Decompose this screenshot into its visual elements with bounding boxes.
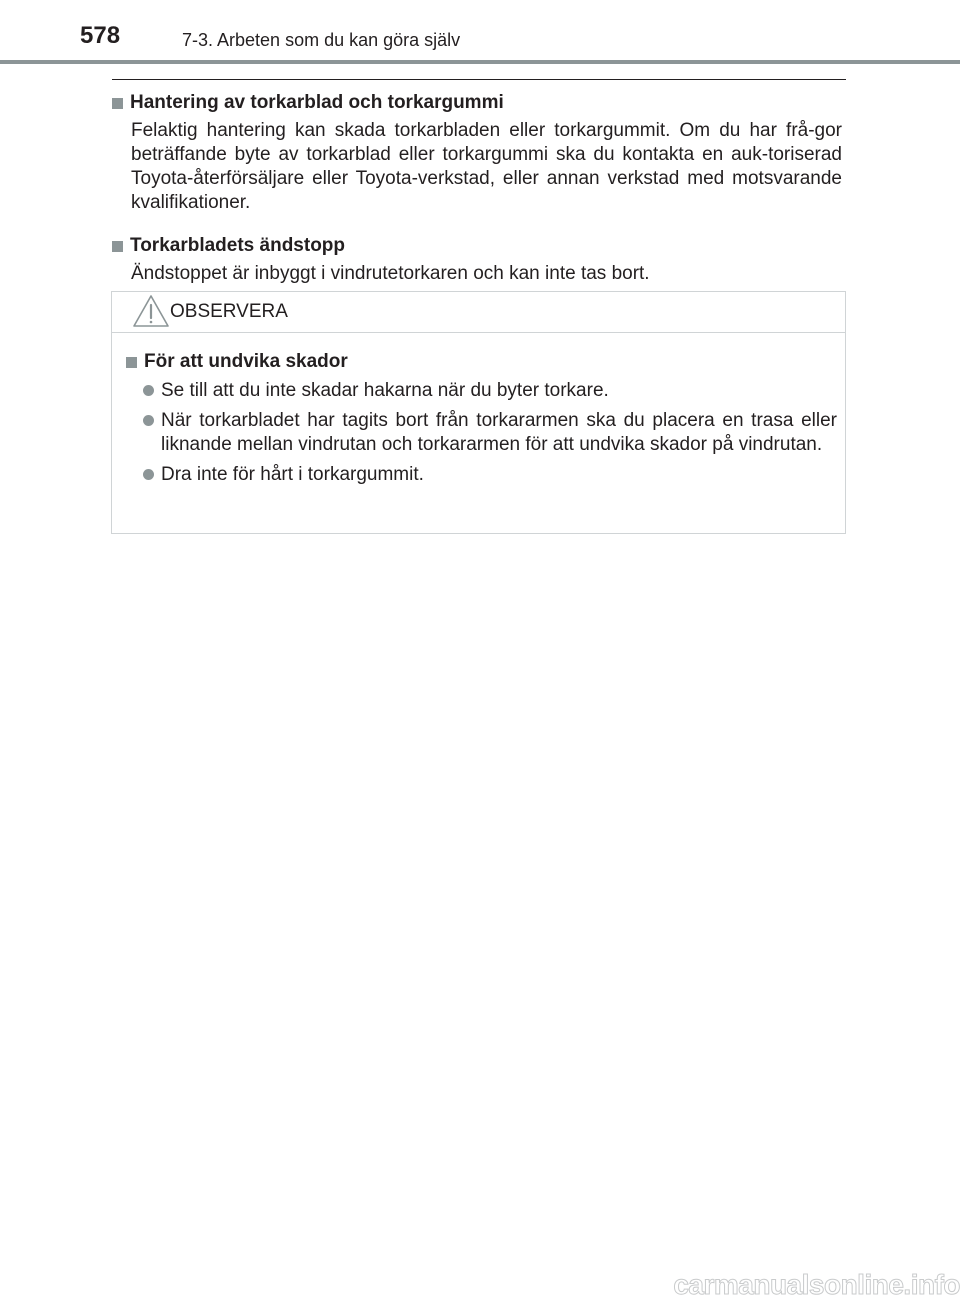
watermark-text: carmanualsonline.info — [673, 1269, 960, 1300]
chapter-title: 7-3. Arbeten som du kan göra själv — [182, 30, 461, 50]
list-item — [126, 379, 837, 403]
notice-header — [112, 292, 845, 333]
section-body: Ändstoppet är inbyggt i vindrutetorkaren och kan inte tas bort. — [131, 263, 650, 284]
list-item — [126, 463, 837, 487]
square-bullet-icon — [112, 98, 123, 109]
section-heading — [112, 91, 842, 115]
section-heading-text: Torkarbladets ändstopp — [130, 235, 346, 256]
section-heading-text: Hantering av torkarblad och torkargummi — [130, 92, 504, 113]
section-wiper-handling — [112, 91, 842, 215]
page-header — [0, 0, 960, 64]
warning-triangle-icon — [131, 293, 171, 329]
list-item-text: Dra inte för hårt i torkargummit. — [161, 464, 424, 485]
notice-heading-text: För att undvika skador — [144, 351, 348, 372]
section-wiper-end-stop — [112, 234, 842, 286]
notice-list — [126, 379, 837, 487]
page-number: 578 — [80, 22, 121, 49]
round-bullet-icon — [143, 385, 154, 396]
main-content — [112, 91, 842, 305]
section-heading — [112, 234, 842, 258]
notice-heading — [126, 350, 837, 374]
list-item-text: Se till att du inte skadar hakarna när du byter torkare. — [161, 380, 609, 401]
round-bullet-icon — [143, 415, 154, 426]
notice-title: OBSERVERA — [170, 301, 288, 322]
round-bullet-icon — [143, 469, 154, 480]
section-divider — [112, 79, 846, 80]
list-item-text: När torkarbladet har tagits bort från torkararmen ska du placera en trasa eller liknande mellan vindrutan och torkararmen för att undvika skador på vindrutan. — [161, 410, 837, 455]
list-item — [126, 409, 837, 457]
square-bullet-icon — [112, 241, 123, 252]
square-bullet-icon — [126, 357, 137, 368]
notice-body — [112, 333, 845, 487]
notice-box — [111, 291, 846, 534]
header-divider — [0, 60, 960, 64]
section-body: Felaktig hantering kan skada torkarbladen eller torkargummit. Om du har frå-gor beträffande byte av torkarblad eller torkargummi ska du kontakta en auk-toriserad Toyota-återförsäljare eller Toyota-verkstad, eller annan verkstad med motsvarande kvalifikationer. — [131, 120, 842, 213]
